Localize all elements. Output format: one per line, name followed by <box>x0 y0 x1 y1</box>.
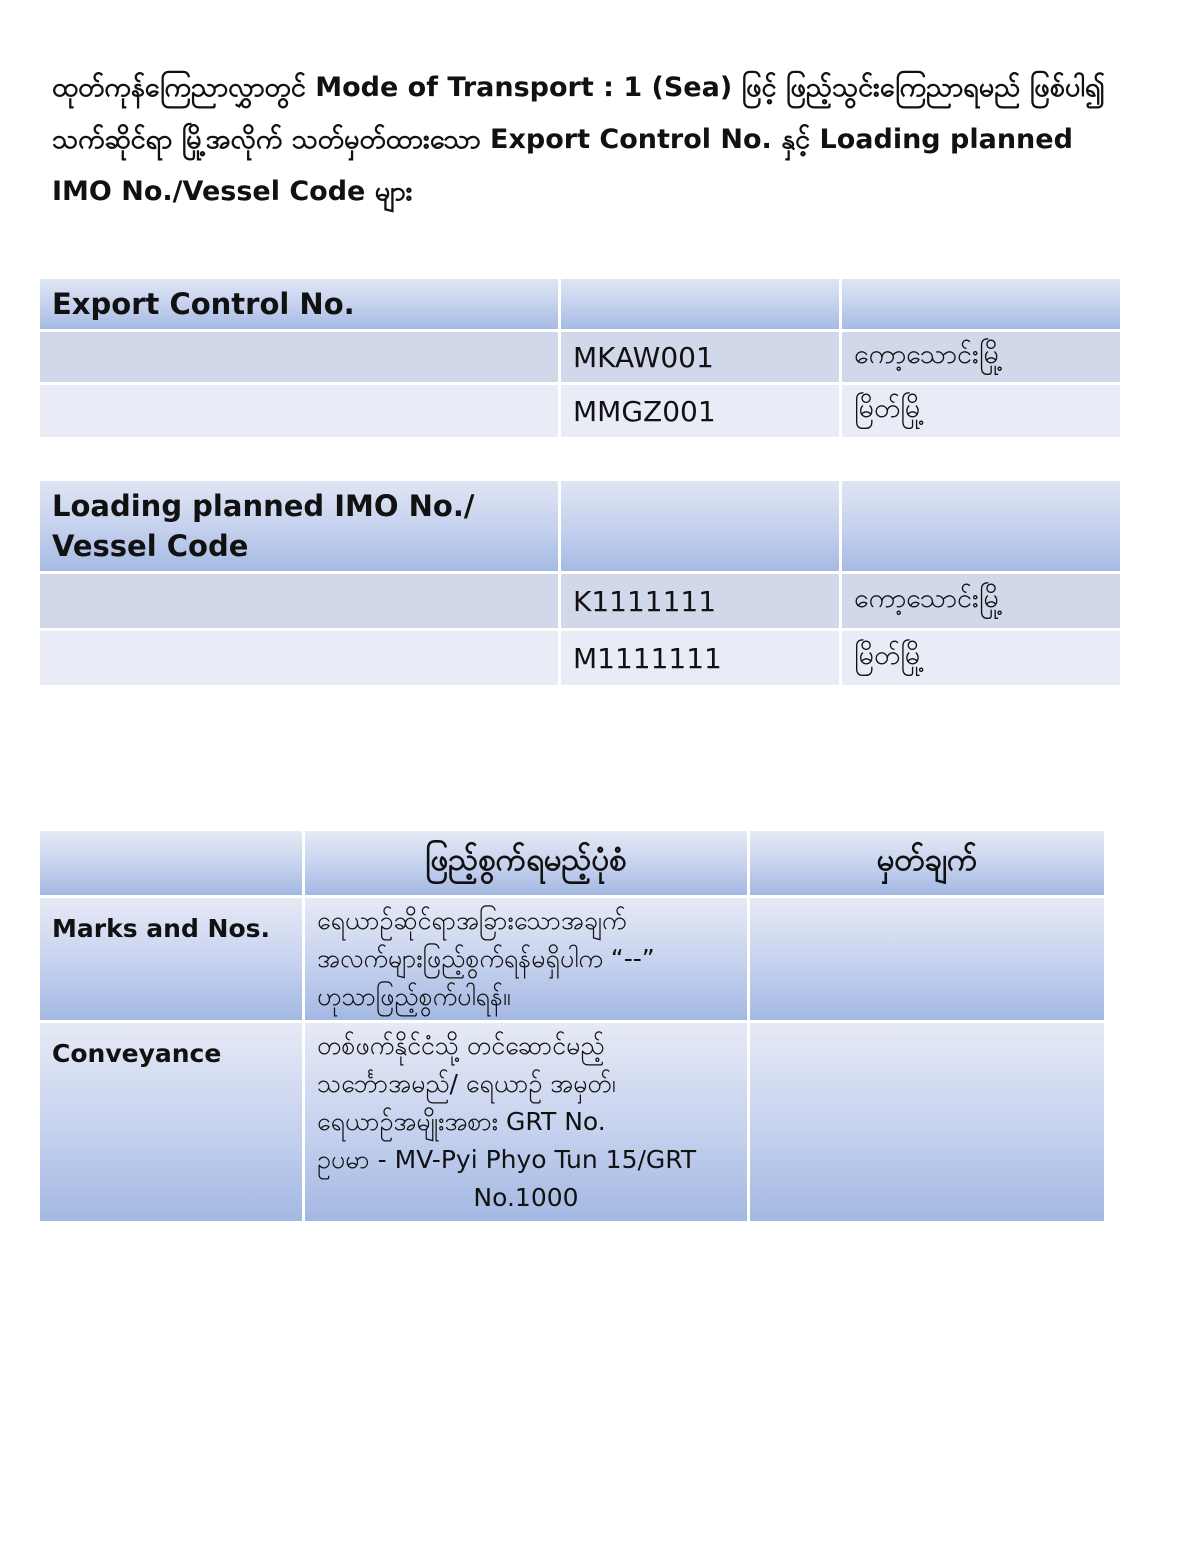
intro-paragraph: ထုတ်ကုန်ကြေညာလွှာတွင် Mode of Transport : 1 (Sea) ဖြင့် ဖြည့်သွင်းကြေညာရမည် ဖြစ်ပါ၍ သက်ဆိုင်ရာ မြို့အလိုက် သတ်မှတ်ထားသော Export Control No. နှင့် Loading planned IMO No./Vessel Code များ <box>52 72 1106 207</box>
export-control-title: Export Control No. <box>40 279 558 329</box>
export-code: MMGZ001 <box>573 394 716 428</box>
city-name: မြိတ်မြို့ <box>854 640 925 671</box>
table-row <box>40 631 1120 685</box>
instruction-line: ရေယာဉ်အမျိုးအစား GRT No. <box>317 1107 606 1136</box>
table-row <box>40 332 1120 382</box>
remark-empty-cell <box>750 898 1104 1020</box>
vessel-title-line2: Vessel Code <box>52 529 249 563</box>
table-row <box>40 898 1104 1020</box>
header-empty-cell <box>842 279 1120 329</box>
instruction-line: ရေယာဉ်ဆိုင်ရာအခြားသောအချက် <box>317 906 627 935</box>
row-label-marks: Marks and Nos. <box>52 914 271 943</box>
vessel-code-table <box>37 478 1123 688</box>
instruction-line-centered: No.1000 <box>473 1183 579 1212</box>
table-row <box>40 1023 1104 1221</box>
fill-instructions-table <box>37 828 1107 1224</box>
header-empty-cell <box>40 831 302 895</box>
header-empty-cell <box>561 279 839 329</box>
instruction-line: သင်္ဘောအမည်/ ရေယာဉ် အမှတ်၊ <box>317 1069 616 1098</box>
city-name: မြိတ်မြို့ <box>854 393 925 424</box>
remark-empty-cell <box>750 1023 1104 1221</box>
empty-cell <box>40 574 558 628</box>
header-remark: မှတ်ချက် <box>876 842 978 878</box>
table-row <box>40 574 1120 628</box>
row-label-conveyance: Conveyance <box>52 1039 222 1068</box>
export-control-table <box>37 276 1123 440</box>
vessel-title-line1: Loading planned IMO No./ <box>52 489 475 523</box>
instruction-line: အလက်များဖြည့်စွက်ရန်မရှိပါက “--” <box>317 944 655 973</box>
empty-cell <box>40 385 558 437</box>
vessel-code: K1111111 <box>573 584 717 618</box>
table-row <box>40 385 1120 437</box>
header-fill-format: ဖြည့်စွက်ရမည့်ပုံစံ <box>425 842 627 878</box>
vessel-code-title <box>40 481 558 571</box>
header-empty-cell <box>842 481 1120 571</box>
instruction-line: တစ်ဖက်နိုင်ငံသို့ တင်ဆောင်မည့် <box>317 1031 605 1060</box>
empty-cell <box>40 332 558 382</box>
export-code: MKAW001 <box>573 340 714 374</box>
city-name: ကော့သောင်းမြို့ <box>854 583 1003 614</box>
empty-cell <box>40 631 558 685</box>
header-empty-cell <box>561 481 839 571</box>
row-instruction-marks <box>305 898 747 1020</box>
vessel-code: M1111111 <box>573 641 722 675</box>
instruction-line: ဥပမာ - MV-Pyi Phyo Tun 15/GRT <box>317 1145 697 1174</box>
city-name: ကော့သောင်းမြို့ <box>854 339 1003 370</box>
instruction-line: ဟုသာဖြည့်စွက်ပါရန်။ <box>317 982 511 1011</box>
row-instruction-conveyance <box>305 1023 747 1221</box>
